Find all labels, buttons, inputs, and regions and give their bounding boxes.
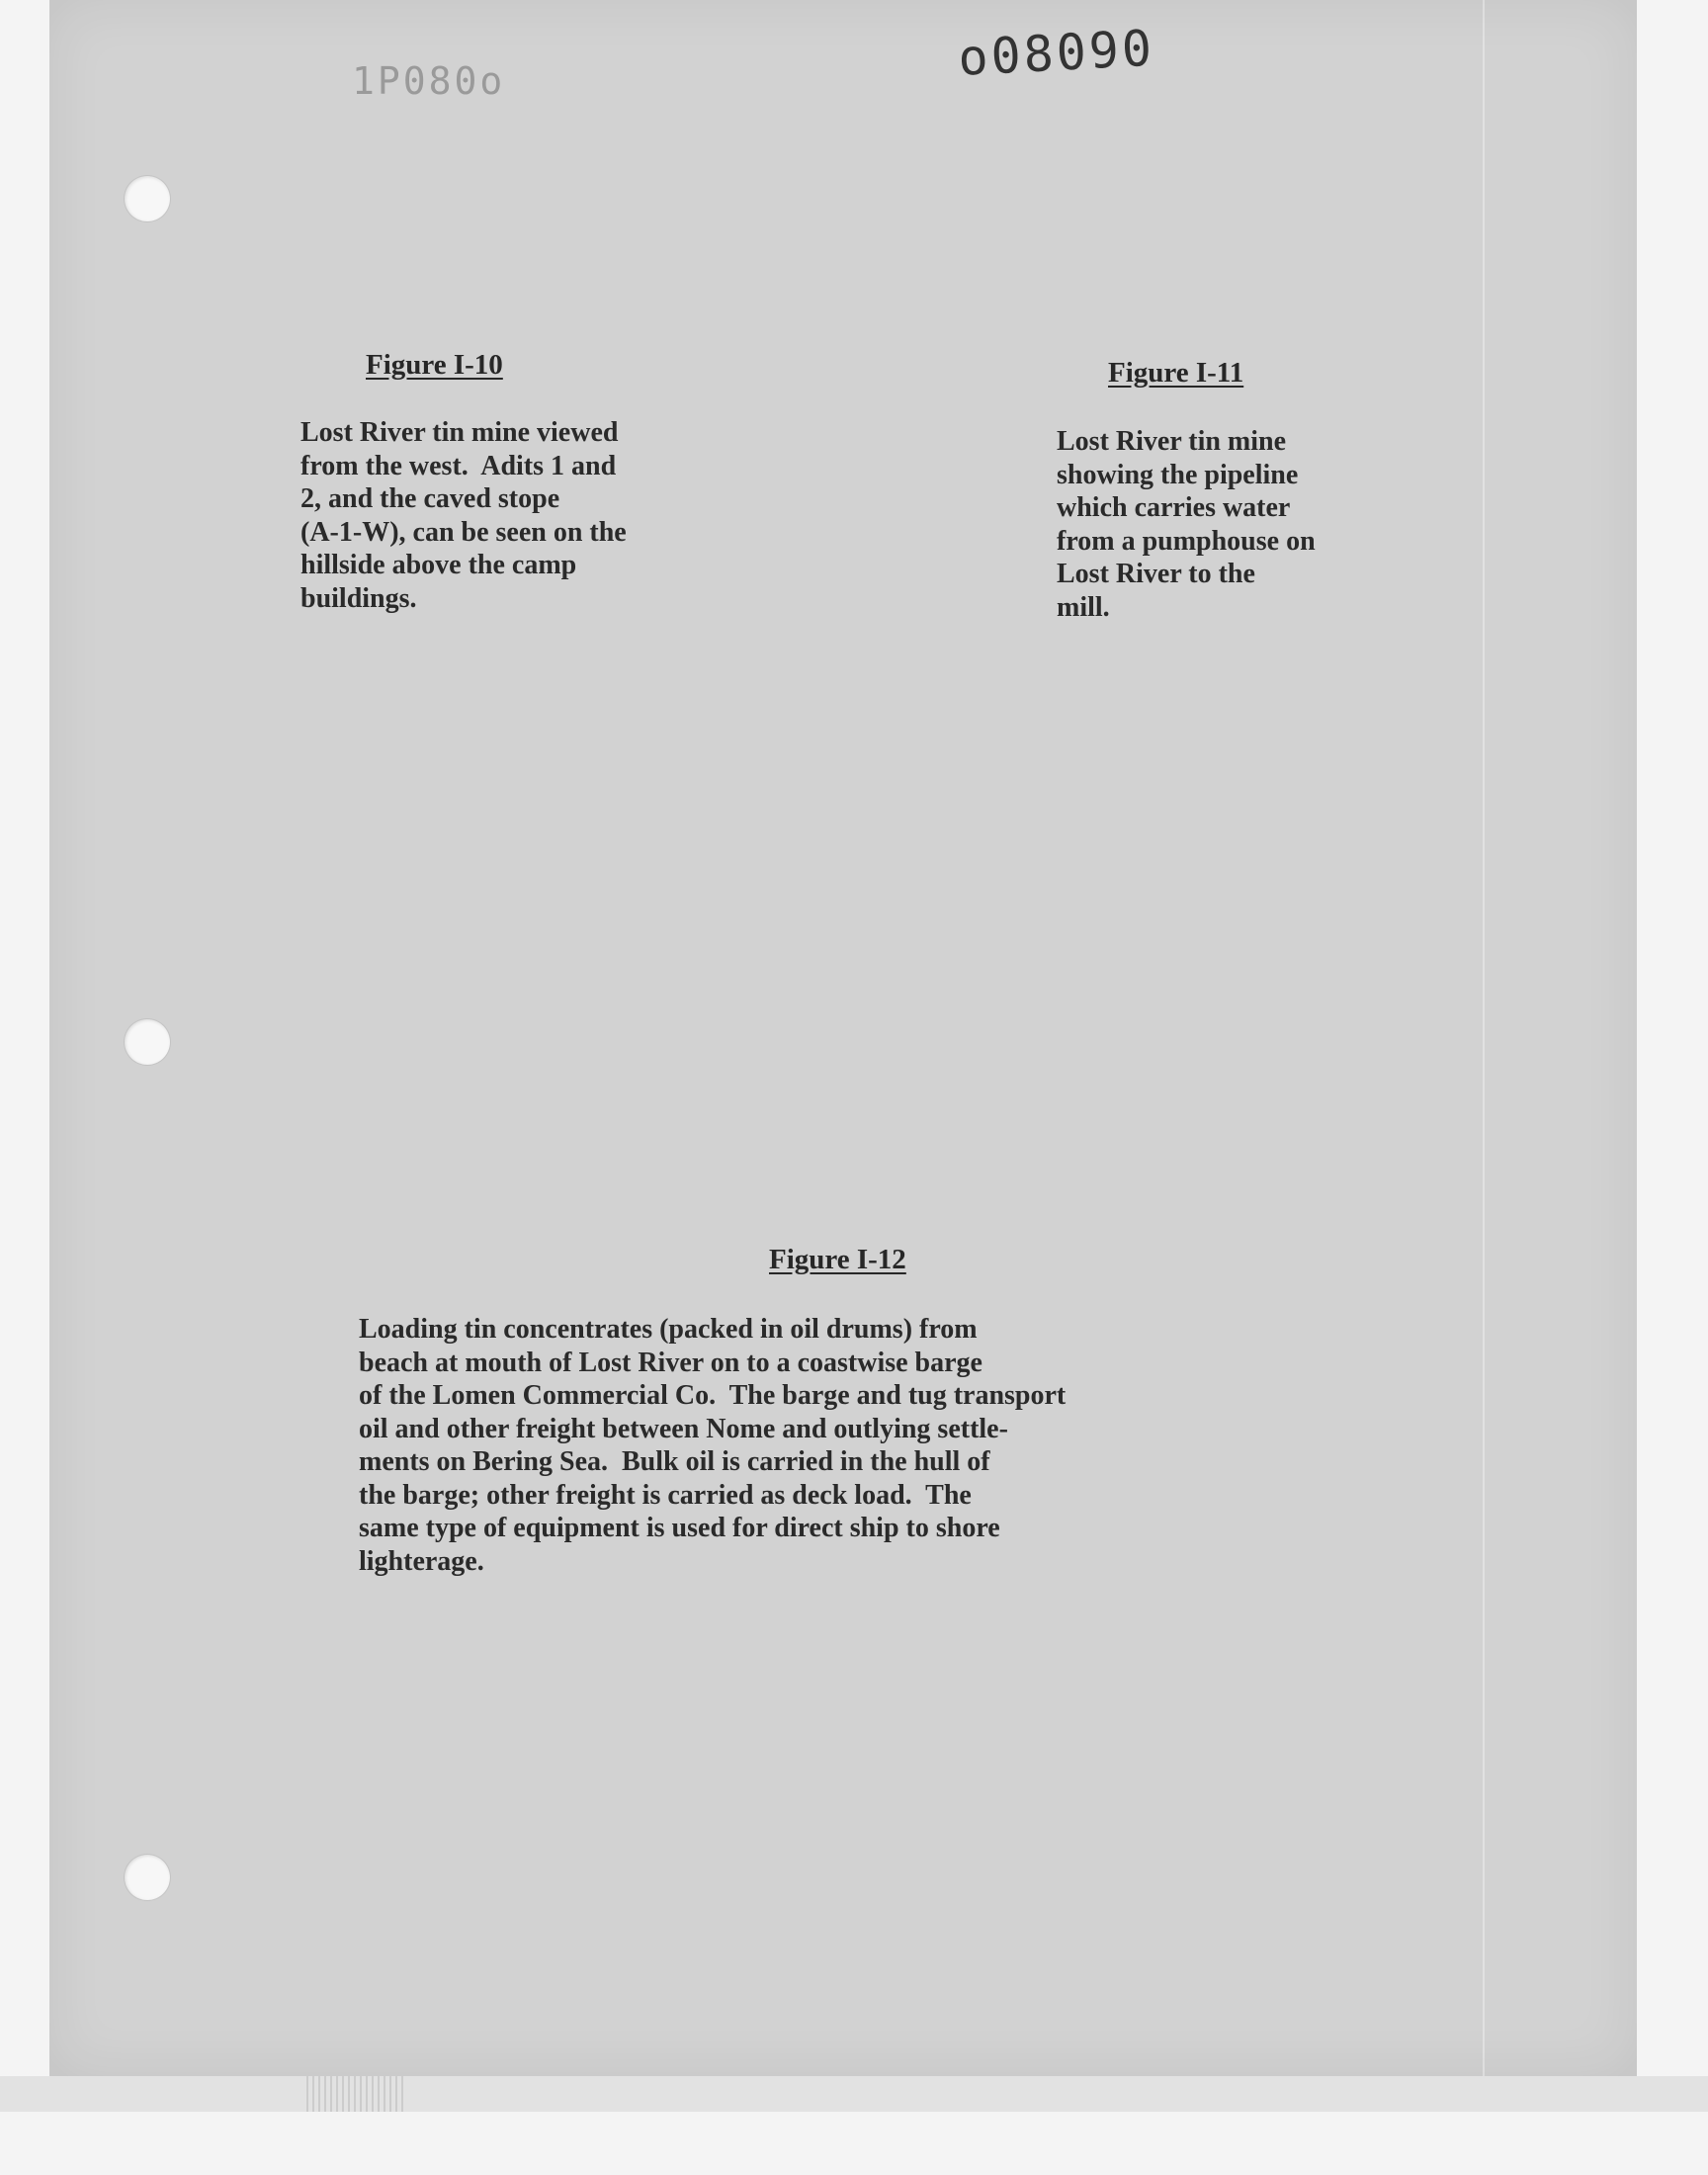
punch-hole-middle <box>125 1019 170 1065</box>
figure-i-11-title: Figure I-11 <box>1108 357 1244 389</box>
document-number-stamp-left: 1P080o <box>352 59 506 103</box>
scan-edge-lines <box>306 2076 405 2112</box>
figure-i-12-caption: Loading tin concentrates (packed in oil drums) from beach at mouth of Lost River on to a coastwise barge of the Lomen Commercial Co. The barge and tug transport oil and other freight between Nome and outlying settle- ments on Bering Sea. Bulk oil is carried in the hull of the barge; other freight is carried as deck load. The same type of equipment is used for direct ship to shore lighterage. <box>359 1314 1067 1577</box>
figure-i-12-title: Figure I-12 <box>769 1244 906 1275</box>
scan-border-strip <box>0 2076 1708 2112</box>
figure-i-11-caption: Lost River tin mine showing the pipeline which carries water from a pumphouse on Lost River to the mill. <box>1057 426 1316 623</box>
figure-i-10-caption: Lost River tin mine viewed from the west. Adits 1 and 2, and the caved stope (A-1-W), can be seen on the hillside above the camp buildings. <box>300 417 627 614</box>
figure-i-10-title: Figure I-10 <box>366 349 503 381</box>
document-number-stamp-right: o08090 <box>957 19 1156 87</box>
punch-hole-bottom <box>125 1855 170 1900</box>
punch-hole-top <box>125 176 170 221</box>
document-page <box>49 0 1637 2076</box>
